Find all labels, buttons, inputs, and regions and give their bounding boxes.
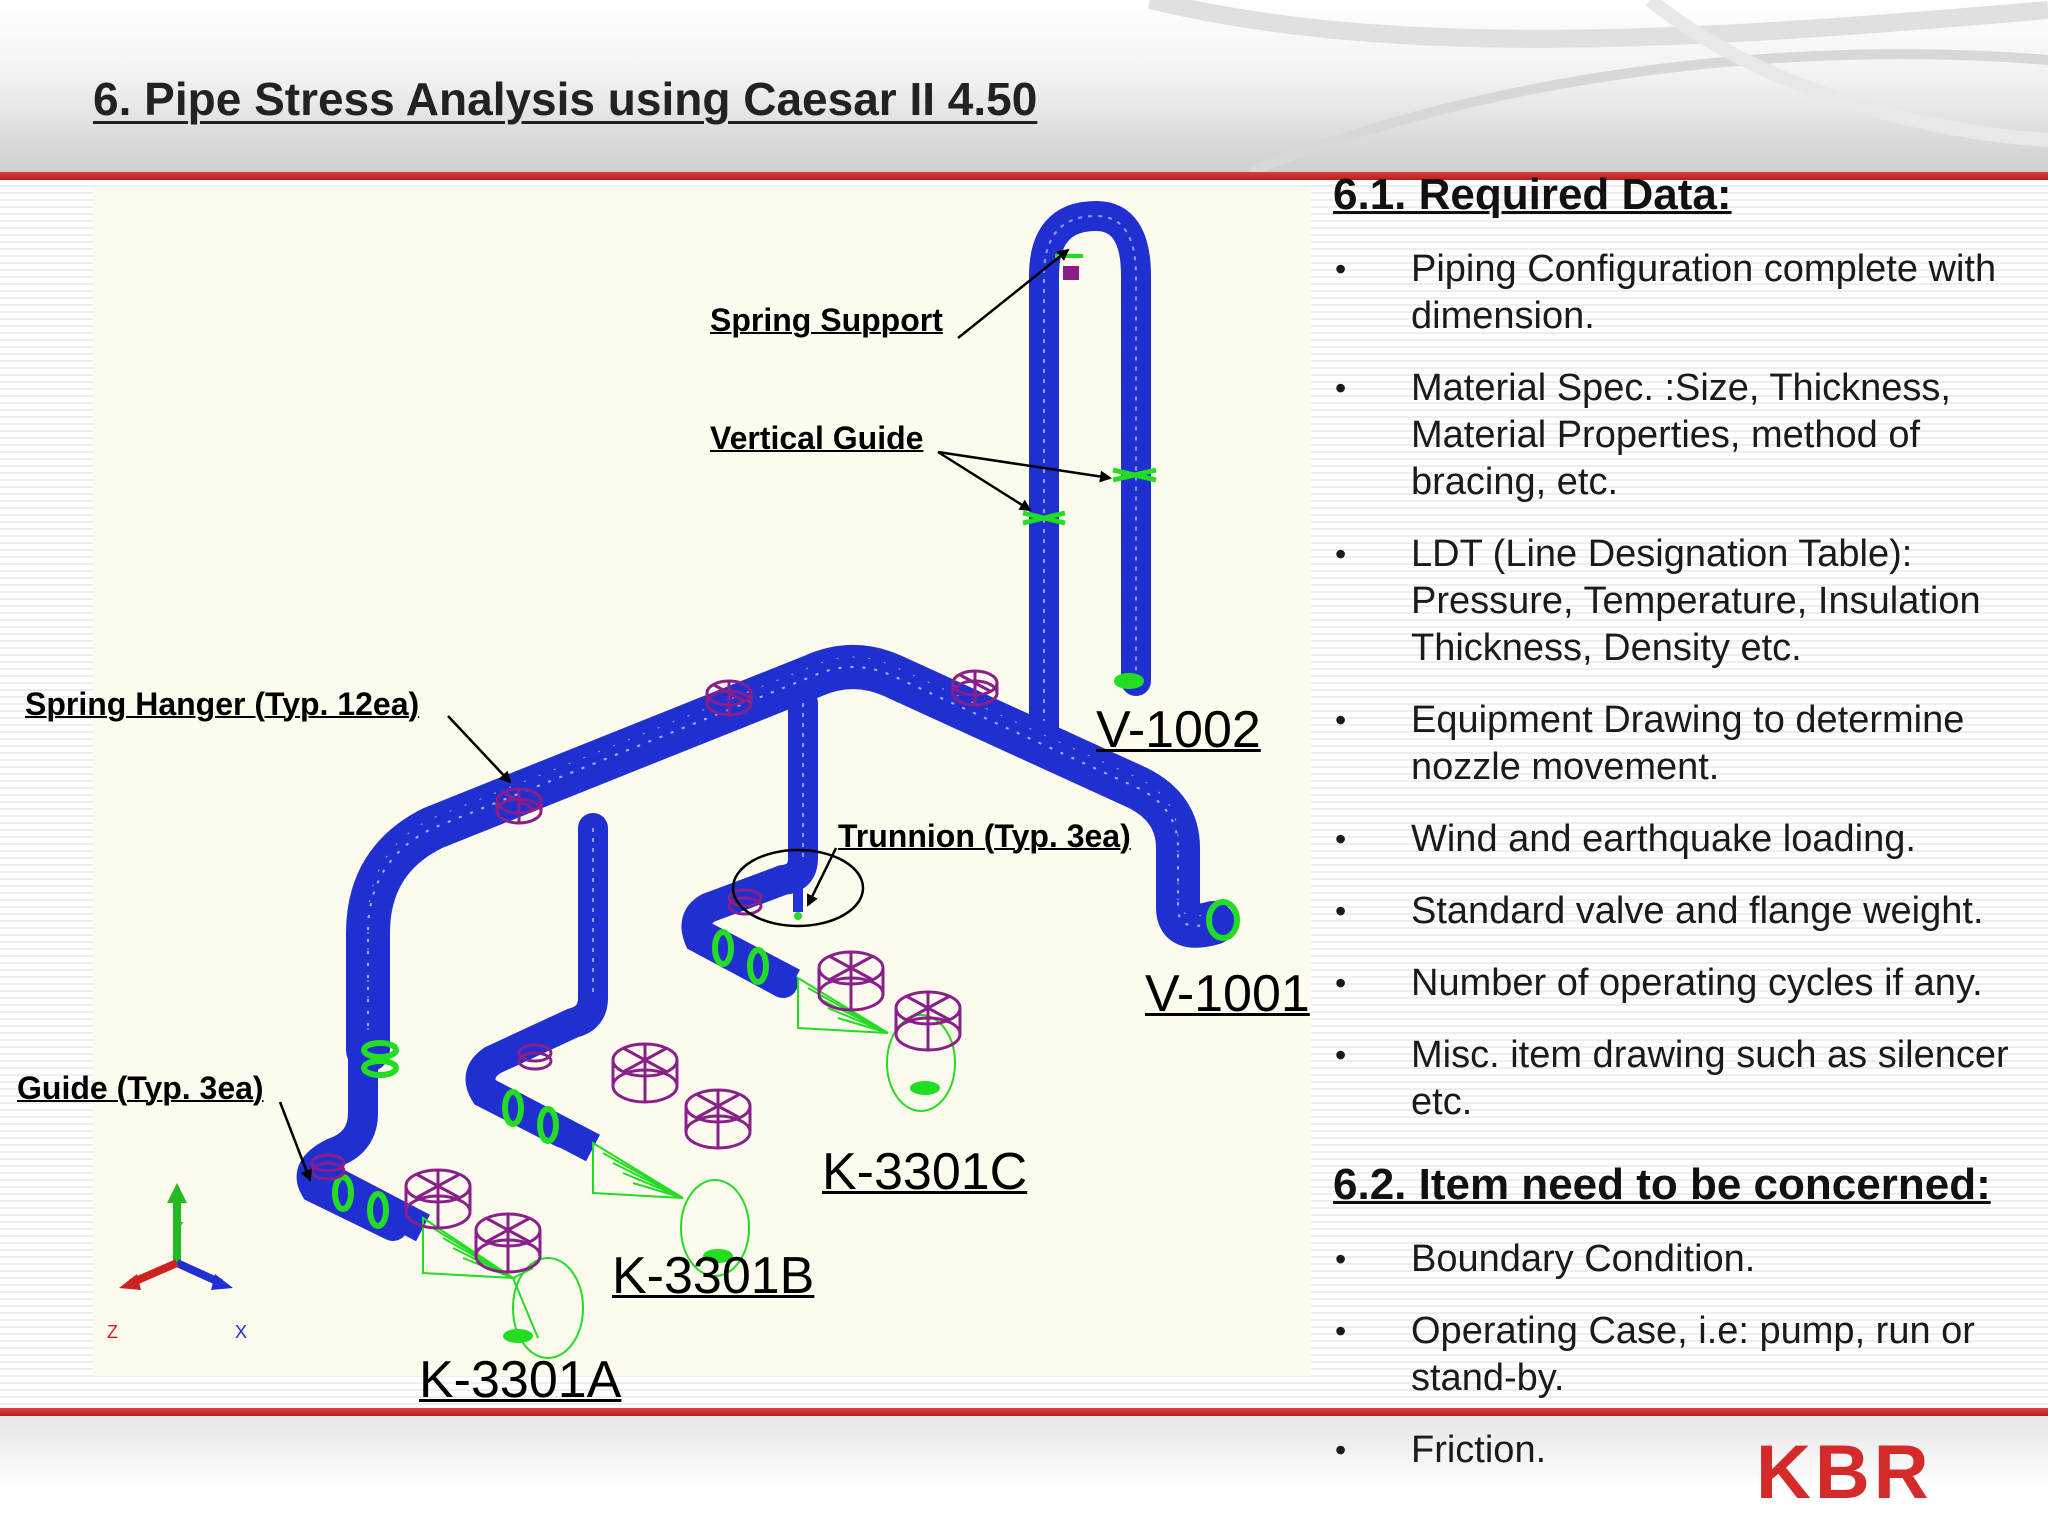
leader-vertical-guide-1: [938, 452, 1030, 510]
list-item: • Material Spec. :Size, Thickness, Material Properties, method of bracing, etc.: [1335, 367, 1951, 503]
leader-vertical-guide-2: [938, 452, 1110, 478]
equipment-tag-k3301c: K-3301C: [822, 1143, 1028, 1201]
required-data-list: [1333, 246, 2033, 1151]
list-item: • Standard valve and flange weight.: [1335, 890, 1984, 932]
axis-z-label: Z: [107, 1322, 118, 1342]
section-heading-required-data: 6.1. Required Data:: [1333, 170, 1732, 219]
equipment-tag-v1002: V-1002: [1096, 701, 1261, 759]
list-item: • Number of operating cycles if any.: [1335, 962, 1983, 1004]
kbr-logo: [1752, 1436, 1972, 1508]
callout-vertical-guide: Vertical Guide: [710, 420, 924, 456]
axis-x-label: X: [235, 1322, 248, 1342]
list-item: • Misc. item drawing such as silencer etc.: [1335, 1034, 2009, 1123]
leader-spring-support: [958, 250, 1068, 338]
slide-title: 6. Pipe Stress Analysis using Caesar II 4.50: [93, 73, 1038, 125]
axis-y-label: Y: [173, 1220, 184, 1237]
callout-guide: Guide (Typ. 3ea): [17, 1070, 264, 1106]
callout-trunnion: Trunnion (Typ. 3ea): [838, 818, 1131, 854]
section-heading-items-concerned: 6.2. Item need to be concerned:: [1333, 1160, 1991, 1209]
list-item: • LDT (Line Designation Table): Pressure, Temperature, Insulation Thickness, Density etc.: [1335, 533, 1981, 669]
equipment-tag-k3301a: K-3301A: [419, 1351, 622, 1409]
leader-spring-hanger: [448, 716, 510, 782]
equipment-tag-v1001: V-1001: [1145, 965, 1310, 1023]
callout-spring-support: Spring Support: [710, 302, 943, 338]
list-item: • Operating Case, i.e: pump, run or stand-by.: [1335, 1310, 1975, 1399]
kbr-logo-text: KBR: [1756, 1436, 1933, 1508]
leader-guide: [280, 1102, 310, 1180]
trunnion-highlight-circle: [733, 850, 863, 926]
list-item: • Equipment Drawing to determine nozzle movement.: [1335, 699, 1965, 788]
equipment-tag-k3301b: K-3301B: [612, 1247, 815, 1305]
list-item: • Wind and earthquake loading.: [1335, 818, 1916, 860]
list-item: • Piping Configuration complete with dimension.: [1335, 248, 1997, 337]
callout-spring-hanger: Spring Hanger (Typ. 12ea): [25, 686, 420, 722]
list-item: • Friction.: [1335, 1429, 1547, 1471]
list-item: • Boundary Condition.: [1335, 1238, 1756, 1280]
